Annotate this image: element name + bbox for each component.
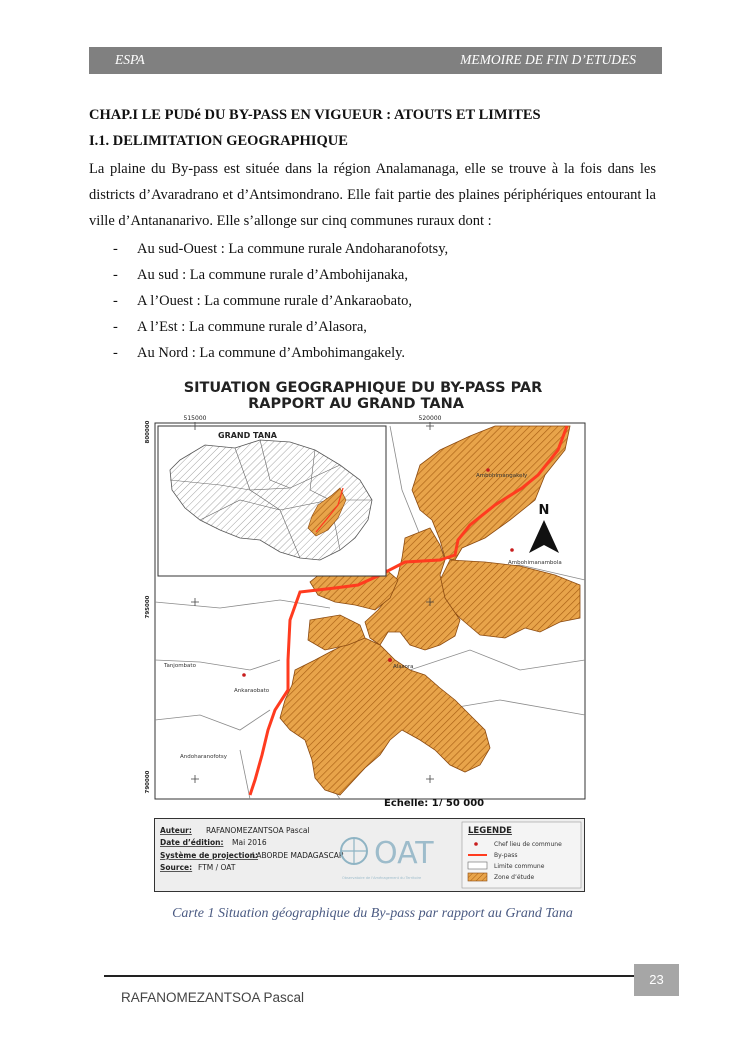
header-right: MEMOIRE DE FIN D’ETUDES — [460, 52, 636, 67]
body-paragraph: La plaine du By-pass est située dans la région Analamanaga, elle se trouve à la fois dans les districts d’Avaradrano et d’Antsimondrano. Elle fait partie des plaines périphériques entourant la ville d’Antananarivo. Elle s’allonge sur cinq communes ruraux dont : — [89, 161, 656, 229]
coord-top-2: 520000 — [418, 415, 442, 422]
date-value: Mai 2016 — [232, 838, 267, 847]
figure-caption: Carte 1 Situation géographique du By-pass par rapport au Grand Tana — [172, 906, 573, 921]
projection-label: Système de projection: — [160, 851, 258, 860]
legend-limite-icon — [468, 862, 487, 869]
coord-left-1: 800000 — [145, 420, 151, 444]
list-item: - Au sud-Ouest : La commune rurale Andoharanofotsy, — [113, 241, 449, 257]
list-item: - A l’Ouest : La commune rurale d’Ankaraobato, — [113, 293, 413, 309]
legend-zone-icon — [468, 873, 487, 881]
commune-list — [113, 236, 448, 366]
place-alasora: Alasora — [393, 664, 414, 670]
map-title-line2: RAPPORT AU GRAND TANA — [248, 396, 464, 412]
map-figure — [140, 370, 587, 806]
legend-box — [154, 818, 585, 892]
place-ambohimanambola: Ambohimanambola — [508, 560, 562, 566]
source-value: FTM / OAT — [198, 863, 236, 872]
oat-logo-subtitle: Observatoire de l'Aménagement du Territoire — [342, 876, 422, 880]
coord-left-2: 795000 — [145, 595, 151, 619]
projection-value: LABORDE MADAGASCAR — [252, 851, 345, 860]
date-label: Date d’édition: — [160, 838, 224, 847]
legend-zone-label: Zone d’étude — [494, 874, 535, 881]
place-ankaraobato: Ankaraobato — [234, 688, 270, 694]
north-label: N — [538, 503, 550, 518]
legend-chef-lieu-label: Chef lieu de commune — [494, 841, 562, 848]
legend-title: LEGENDE — [468, 826, 512, 836]
place-tanjombato: Tanjombato — [164, 663, 196, 669]
section-heading: I.1. DELIMITATION GEOGRAPHIQUE — [89, 133, 348, 149]
coord-left-3: 790000 — [145, 770, 151, 794]
coord-top-1: 515000 — [183, 415, 207, 422]
page-header — [89, 47, 662, 74]
footer-rule — [104, 975, 634, 977]
list-item: - Au sud : La commune rurale d’Ambohijanaka, — [113, 267, 408, 283]
source-label: Source: — [160, 863, 193, 872]
list-item: - Au Nord : La commune d’Ambohimangakely. — [113, 345, 406, 361]
oat-logo-text: OAT — [374, 836, 434, 871]
list-item: - A l’Est : La commune rurale d’Alasora, — [113, 319, 367, 335]
inset-title: GRAND TANA — [218, 431, 277, 440]
legend-bypass-label: By-pass — [494, 852, 518, 859]
page-number: 23 — [634, 964, 679, 996]
place-ambohimangakely: Ambohimangakely — [476, 473, 528, 479]
place-andoharanofotsy: Andoharanofotsy — [180, 754, 228, 760]
map-scale: Echelle: 1/ 50 000 — [384, 798, 485, 806]
map-title-line1: SITUATION GEOGRAPHIQUE DU BY-PASS PAR — [183, 380, 543, 396]
legend-limite-label: Limite commune — [494, 863, 545, 870]
header-left: ESPA — [115, 52, 145, 67]
author-value: RAFANOMEZANTSOA Pascal — [206, 826, 310, 835]
legend-chef-lieu-icon — [474, 842, 478, 846]
chapter-heading: CHAP.I LE PUDé DU BY-PASS EN VIGUEUR : ATOUTS ET LIMITES — [89, 107, 541, 123]
author-label: Auteur: — [160, 826, 192, 835]
footer-author: RAFANOMEZANTSOA Pascal — [121, 990, 305, 1005]
